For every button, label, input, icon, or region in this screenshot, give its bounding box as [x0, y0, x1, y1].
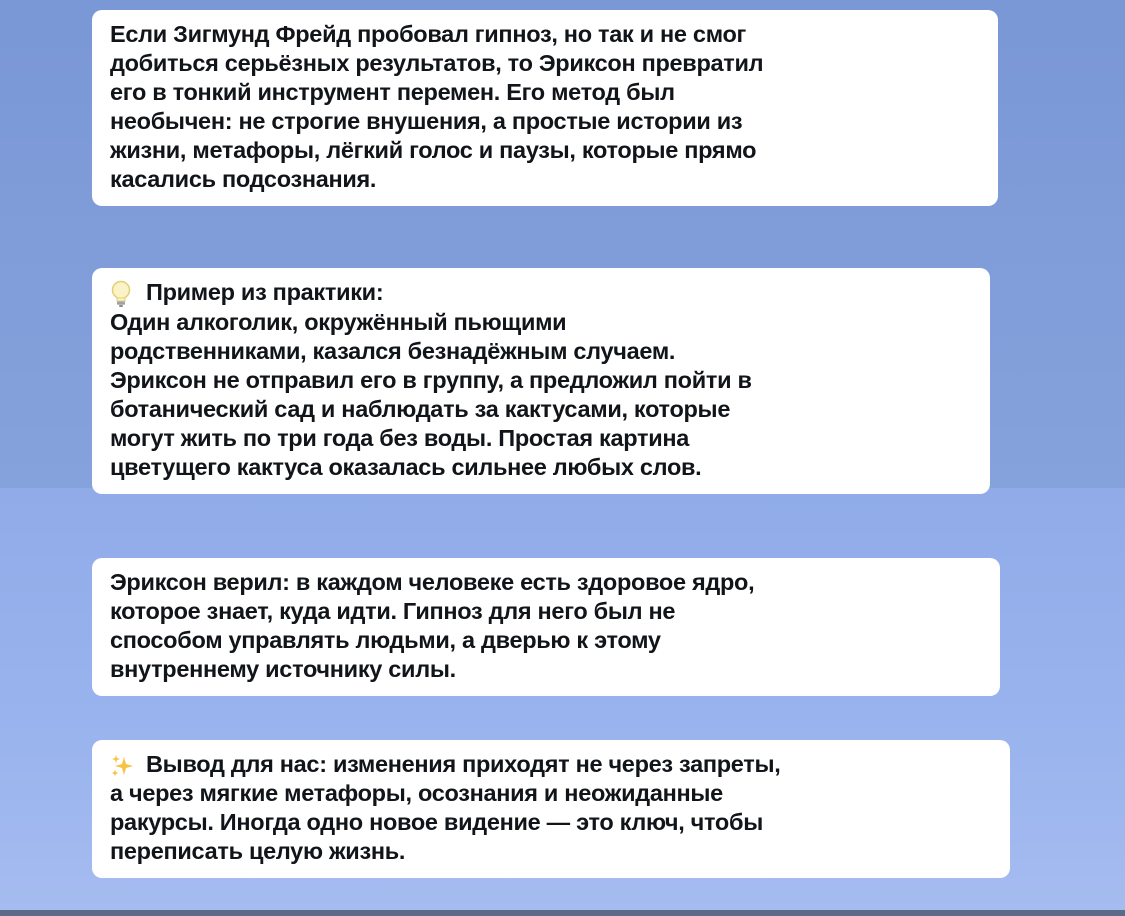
text-line: внутреннему источнику силы. — [110, 656, 456, 682]
example-heading-line — [110, 278, 972, 308]
text-card-conclusion — [92, 740, 1010, 878]
text-line: Один алкоголик, окружённый пьющими — [110, 308, 567, 335]
text-line: способом управлять людьми, а дверью к этому — [110, 627, 661, 653]
text-line: добиться серьёзных результатов, то Эриксон превратил — [110, 50, 764, 76]
text-line: ракурсы. Иногда одно новое видение — это ключ, чтобы — [110, 809, 763, 835]
text-line: а через мягкие метафоры, осознания и неожиданные — [110, 780, 723, 806]
text-line: жизни, метафоры, лёгкий голос и паузы, которые прямо — [110, 137, 757, 163]
text-line: могут жить по три года без воды. Простая картина — [110, 424, 690, 451]
conclusion-heading: Вывод для нас: изменения приходят не через запреты, — [146, 751, 781, 777]
text-card-intro — [92, 10, 998, 206]
text-line: Эриксон не отправил его в группу, а предложил пойти в — [110, 366, 752, 393]
text-line: его в тонкий инструмент перемен. Его метод был — [110, 79, 675, 105]
lightbulb-icon — [110, 280, 136, 308]
example-heading: Пример из практики: — [146, 279, 384, 305]
text-line: родственниками, казался безнадёжным случаем. — [110, 337, 676, 364]
text-line: цветущего кактуса оказалась сильнее любых слов. — [110, 453, 702, 480]
text-card-belief — [92, 558, 1000, 696]
text-line: Эриксон верил: в каждом человеке есть здоровое ядро, — [110, 569, 755, 595]
text-line: ботанический сад и наблюдать за кактусами, которые — [110, 395, 731, 422]
sparkles-icon — [110, 753, 136, 779]
text-card-example — [92, 268, 990, 494]
text-line: переписать целую жизнь. — [110, 838, 406, 864]
conclusion-heading-line — [110, 750, 992, 779]
text-line: необычен: не строгие внушения, а простые истории из — [110, 108, 743, 134]
text-line: касались подсознания. — [110, 166, 377, 192]
text-line: которое знает, куда идти. Гипноз для него был не — [110, 598, 676, 624]
text-line: Если Зигмунд Фрейд пробовал гипноз, но так и не смог — [110, 21, 747, 47]
